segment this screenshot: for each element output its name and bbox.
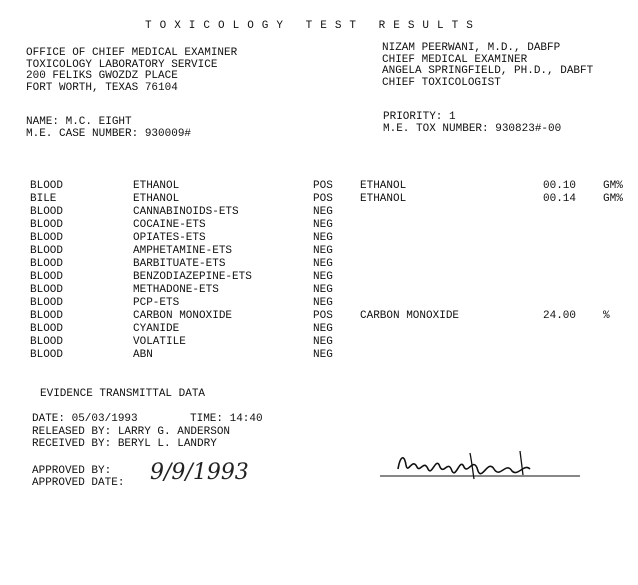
official-line-1: NIZAM PEERWANI, M.D., DABFP (382, 42, 561, 54)
test-cell: BARBITUATE-ETS (133, 258, 226, 270)
finding-cell: ETHANOL (360, 180, 407, 192)
transmittal-date: DATE: 05/03/1993 (32, 413, 138, 425)
result-cell: NEG (313, 258, 333, 270)
priority-block (383, 112, 561, 135)
test-cell: ETHANOL (133, 180, 180, 192)
specimen-cell: BLOOD (30, 297, 64, 309)
unit-cell: GM% (603, 180, 623, 192)
test-cell: OPIATES-ETS (133, 232, 206, 244)
test-cell: VOLATILE (133, 336, 186, 348)
office-address-block (26, 48, 237, 94)
result-cell: NEG (313, 297, 333, 309)
specimen-cell: BLOOD (30, 271, 64, 283)
case-number: M.E. CASE NUMBER: 930009# (26, 127, 192, 140)
finding-cell: ETHANOL (360, 193, 407, 205)
specimen-cell: BLOOD (30, 232, 64, 244)
approval-block (32, 465, 124, 489)
result-cell: NEG (313, 284, 333, 296)
specimen-cell: BILE (30, 193, 57, 205)
specimen-cell: BLOOD (30, 310, 64, 322)
specimen-cell: BLOOD (30, 245, 64, 257)
test-cell: METHADONE-ETS (133, 284, 219, 296)
case-name: NAME: M.C. EIGHT (26, 116, 132, 128)
value-cell: 24.00 (543, 310, 577, 322)
approved-date-label: APPROVED DATE: (32, 477, 125, 489)
result-cell: NEG (313, 232, 333, 244)
office-line-2: TOXICOLOGY LABORATORY SERVICE (26, 58, 218, 71)
signature-image (370, 445, 585, 485)
test-cell: CYANIDE (133, 323, 180, 335)
test-cell: BENZODIAZEPINE-ETS (133, 271, 252, 283)
officials-block (382, 43, 593, 89)
official-line-3: ANGELA SPRINGFIELD, PH.D., DABFT (382, 65, 594, 77)
unit-cell: % (603, 310, 610, 322)
office-line-4: FORT WORTH, TEXAS 76104 (26, 81, 178, 94)
result-cell: NEG (313, 206, 333, 218)
value-cell: 00.10 (543, 180, 577, 192)
office-line-1: OFFICE OF CHIEF MEDICAL EXAMINER (26, 47, 238, 59)
specimen-cell: BLOOD (30, 323, 64, 335)
evidence-transmittal-block (32, 413, 263, 451)
result-cell: POS (313, 193, 333, 205)
official-line-4: CHIEF TOXICOLOGIST (382, 76, 501, 89)
test-cell: AMPHETAMINE-ETS (133, 245, 233, 257)
priority: PRIORITY: 1 (383, 111, 456, 123)
date-time-line (32, 413, 263, 426)
case-info-block (26, 117, 191, 140)
specimen-cell: BLOOD (30, 219, 64, 231)
finding-cell: CARBON MONOXIDE (360, 310, 460, 322)
test-cell: CARBON MONOXIDE (133, 310, 233, 322)
result-cell: NEG (313, 349, 333, 361)
test-cell: ETHANOL (133, 193, 180, 205)
result-cell: NEG (313, 336, 333, 348)
result-cell: NEG (313, 323, 333, 335)
document-title: TOXICOLOGY TEST RESULTS (145, 20, 481, 32)
unit-cell: GM% (603, 193, 623, 205)
approved-by-label: APPROVED BY: (32, 465, 112, 477)
result-cell: POS (313, 310, 333, 322)
evidence-heading: EVIDENCE TRANSMITTAL DATA (40, 388, 206, 400)
test-cell: CANNABINOIDS-ETS (133, 206, 239, 218)
test-cell: PCP-ETS (133, 297, 180, 309)
tox-number: M.E. TOX NUMBER: 930823#-00 (383, 122, 562, 135)
value-cell: 00.14 (543, 193, 577, 205)
specimen-cell: BLOOD (30, 258, 64, 270)
result-cell: NEG (313, 245, 333, 257)
specimen-cell: BLOOD (30, 349, 64, 361)
released-by: RELEASED BY: LARRY G. ANDERSON (32, 425, 231, 438)
specimen-cell: BLOOD (30, 206, 64, 218)
office-line-3: 200 FELIKS GWOZDZ PLACE (26, 70, 178, 82)
specimen-cell: BLOOD (30, 284, 64, 296)
test-cell: ABN (133, 349, 153, 361)
specimen-cell: BLOOD (30, 336, 64, 348)
received-by: RECEIVED BY: BERYL L. LANDRY (32, 438, 217, 450)
transmittal-time: TIME: 14:40 (190, 413, 263, 425)
handwritten-date: 9/9/1993 (150, 460, 249, 485)
official-line-2: CHIEF MEDICAL EXAMINER (382, 53, 528, 66)
result-cell: NEG (313, 219, 333, 231)
result-cell: NEG (313, 271, 333, 283)
result-cell: POS (313, 180, 333, 192)
test-cell: COCAINE-ETS (133, 219, 206, 231)
specimen-cell: BLOOD (30, 180, 64, 192)
